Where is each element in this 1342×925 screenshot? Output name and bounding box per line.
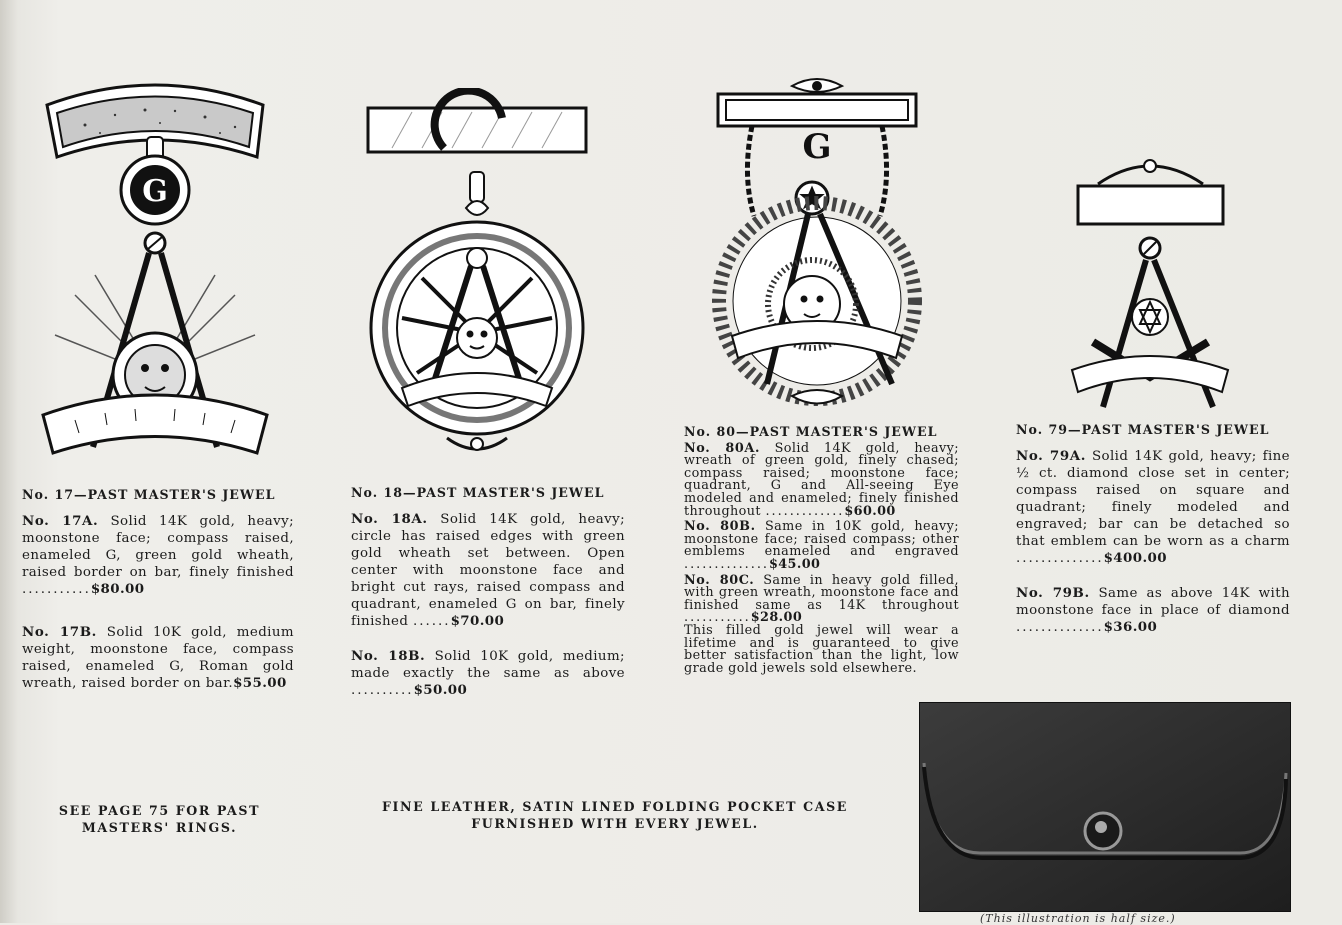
jewel-18b-entry: No. 18B. Solid 10K gold, medium; made exactly the same as above ..........$50.00 [351, 648, 625, 698]
jewel-80-illustration [712, 66, 922, 418]
jewel-17-illustration [35, 75, 275, 470]
jewel-79a-price: $400.00 [1103, 550, 1167, 566]
jewel-79b-description: Same as above 14K with moonstone face in place of diamond [1016, 586, 1290, 618]
jewel-18b-price: $50.00 [413, 682, 468, 698]
jewel-80c-description: Same in heavy gold filled, with green wreath, moonstone face and finished same as 14K throughout [684, 572, 959, 613]
pocket-case-note: FINE LEATHER, SATIN LINED FOLDING POCKET CASE FURNISHED WITH EVERY JEWEL. [382, 799, 848, 831]
pocket-case-illustration [920, 703, 1290, 911]
jewel-18a-price: $70.00 [450, 613, 505, 629]
jewel-79a-entry: No. 79A. Solid 14K gold, heavy; fine ½ ct. diamond close set in center; compass raised on square and quadrant; finely modeled and engraved; bar can be detached so that emblem can be worn as a charm ..............$400.00 [1016, 448, 1290, 566]
jewel-80b-price: $45.00 [768, 556, 821, 572]
pocket-case-caption: (This illustration is half size.) [980, 912, 1176, 925]
jewel-80-column [684, 426, 959, 675]
jewel-80a-price: $60.00 [844, 503, 896, 519]
jewel-17-heading: No. 17—PAST MASTER'S JEWEL [22, 487, 276, 502]
jewel-18b-tag: No. 18B. [351, 648, 426, 664]
jewel-80c-price: $28.00 [750, 610, 803, 626]
jewel-18-illustration [362, 88, 592, 466]
jewel-80c-entry: No. 80C. Same in heavy gold filled, with green wreath, moonstone face and finished same as 14K throughout ...........$28.00 This filled gold jewel will wear a lifetime and is guaranteed to give better satisfaction than the light, low grade gold jewels sold elsewhere. [684, 572, 959, 676]
jewel-17b-description: Solid 10K gold, medium weight, moonstone face, compass raised, enameled G, Roman gold wreath, raised border on bar. [22, 625, 294, 691]
jewel-79-column [1016, 421, 1290, 650]
g-letter: G [802, 127, 832, 167]
jewel-17b-price: $55.00 [233, 675, 287, 691]
jewel-79b-entry: No. 79B. Same as above 14K with moonstone face in place of diamond ..............$36.00 [1016, 585, 1290, 635]
jewel-80b-entry: No. 80B. Same in 10K gold, heavy; moonstone face; raised compass; other emblems enameled and engraved ..............$45.00 [684, 519, 959, 572]
jewel-79b-price: $36.00 [1103, 619, 1158, 635]
jewel-17a-tag: No. 17A. [22, 513, 99, 529]
leather-pocket-case-photo [919, 702, 1291, 912]
jewel-17b-entry [22, 624, 294, 692]
past-masters-rings-note: SEE PAGE 75 FOR PAST MASTERS' RINGS. [58, 803, 261, 835]
jewel-80-heading: No. 80—PAST MASTER'S JEWEL [684, 424, 938, 439]
jewel-80a-description: Solid 14K gold, heavy; wreath of green gold, finely chased; compass raised; moonstone face; quadrant, G and All-seeing Eye modeled and enameled; finely finished throughout [684, 440, 959, 519]
jewel-18b-description: Solid 10K gold, medium; made exactly the same as above [351, 649, 625, 681]
g-letter: G [142, 174, 168, 209]
jewel-80c-note: This filled gold jewel will wear a lifetime and is guaranteed to give better satisfaction than the light, low grade gold jewels sold elsewhere. [684, 622, 959, 676]
jewel-80a-entry: No. 80A. Solid 14K gold, heavy; wreath of green gold, finely chased; compass raised; moonstone face; quadrant, G and All-seeing Eye modeled and enameled; finely finished throughout .............$60.00 [684, 440, 959, 519]
jewel-79a-tag: No. 79A. [1016, 448, 1087, 464]
jewel-18a-entry: No. 18A. Solid 14K gold, heavy; circle has raised edges with green gold wheath set between. Open center with moonstone face and bright cut rays, raised compass and quadrant, enameled G on bar, finely finished ......$70.00 [351, 511, 625, 629]
jewel-80c-tag: No. 80C. [684, 572, 755, 588]
jewel-18a-description: Solid 14K gold, heavy; circle has raised edges with green gold wheath set between. Open center with moonstone face and bright cut rays, raised compass and quadrant, enameled G on bar, finely finished [351, 512, 625, 629]
jewel-79-heading: No. 79—PAST MASTER'S JEWEL [1016, 422, 1270, 437]
jewel-18a-tag: No. 18A. [351, 511, 428, 527]
jewel-79b-tag: No. 79B. [1016, 585, 1090, 601]
jewel-79-illustration [1068, 152, 1233, 414]
jewel-17b-tag: No. 17B. [22, 624, 97, 640]
jewel-18-heading: No. 18—PAST MASTER'S JEWEL [351, 485, 605, 500]
jewel-18-column [351, 484, 625, 713]
jewel-80b-tag: No. 80B. [684, 519, 756, 535]
jewel-79a-description: Solid 14K gold, heavy; fine ½ ct. diamond close set in center; compass raised on square and quadrant; finely modeled and engraved; bar can be detached so that emblem can be worn as a charm [1016, 449, 1290, 549]
jewel-80a-tag: No. 80A. [684, 440, 760, 456]
jewel-17a-price: $80.00 [90, 581, 145, 597]
jewel-17a-entry: No. 17A. Solid 14K gold, heavy; moonstone face; compass raised, enameled G, green gold wheath, raised border on bar, finely finished ...........$80.00 [22, 513, 294, 597]
jewel-17a-description: Solid 14K gold, heavy; moonstone face; compass raised, enameled G, green gold wheath, raised border on bar, finely finished [22, 514, 294, 580]
jewel-17-column [22, 486, 294, 706]
jewel-80b-description: Same in 10K gold, heavy; moonstone face; raised compass; other emblems enameled and engraved [684, 519, 959, 560]
